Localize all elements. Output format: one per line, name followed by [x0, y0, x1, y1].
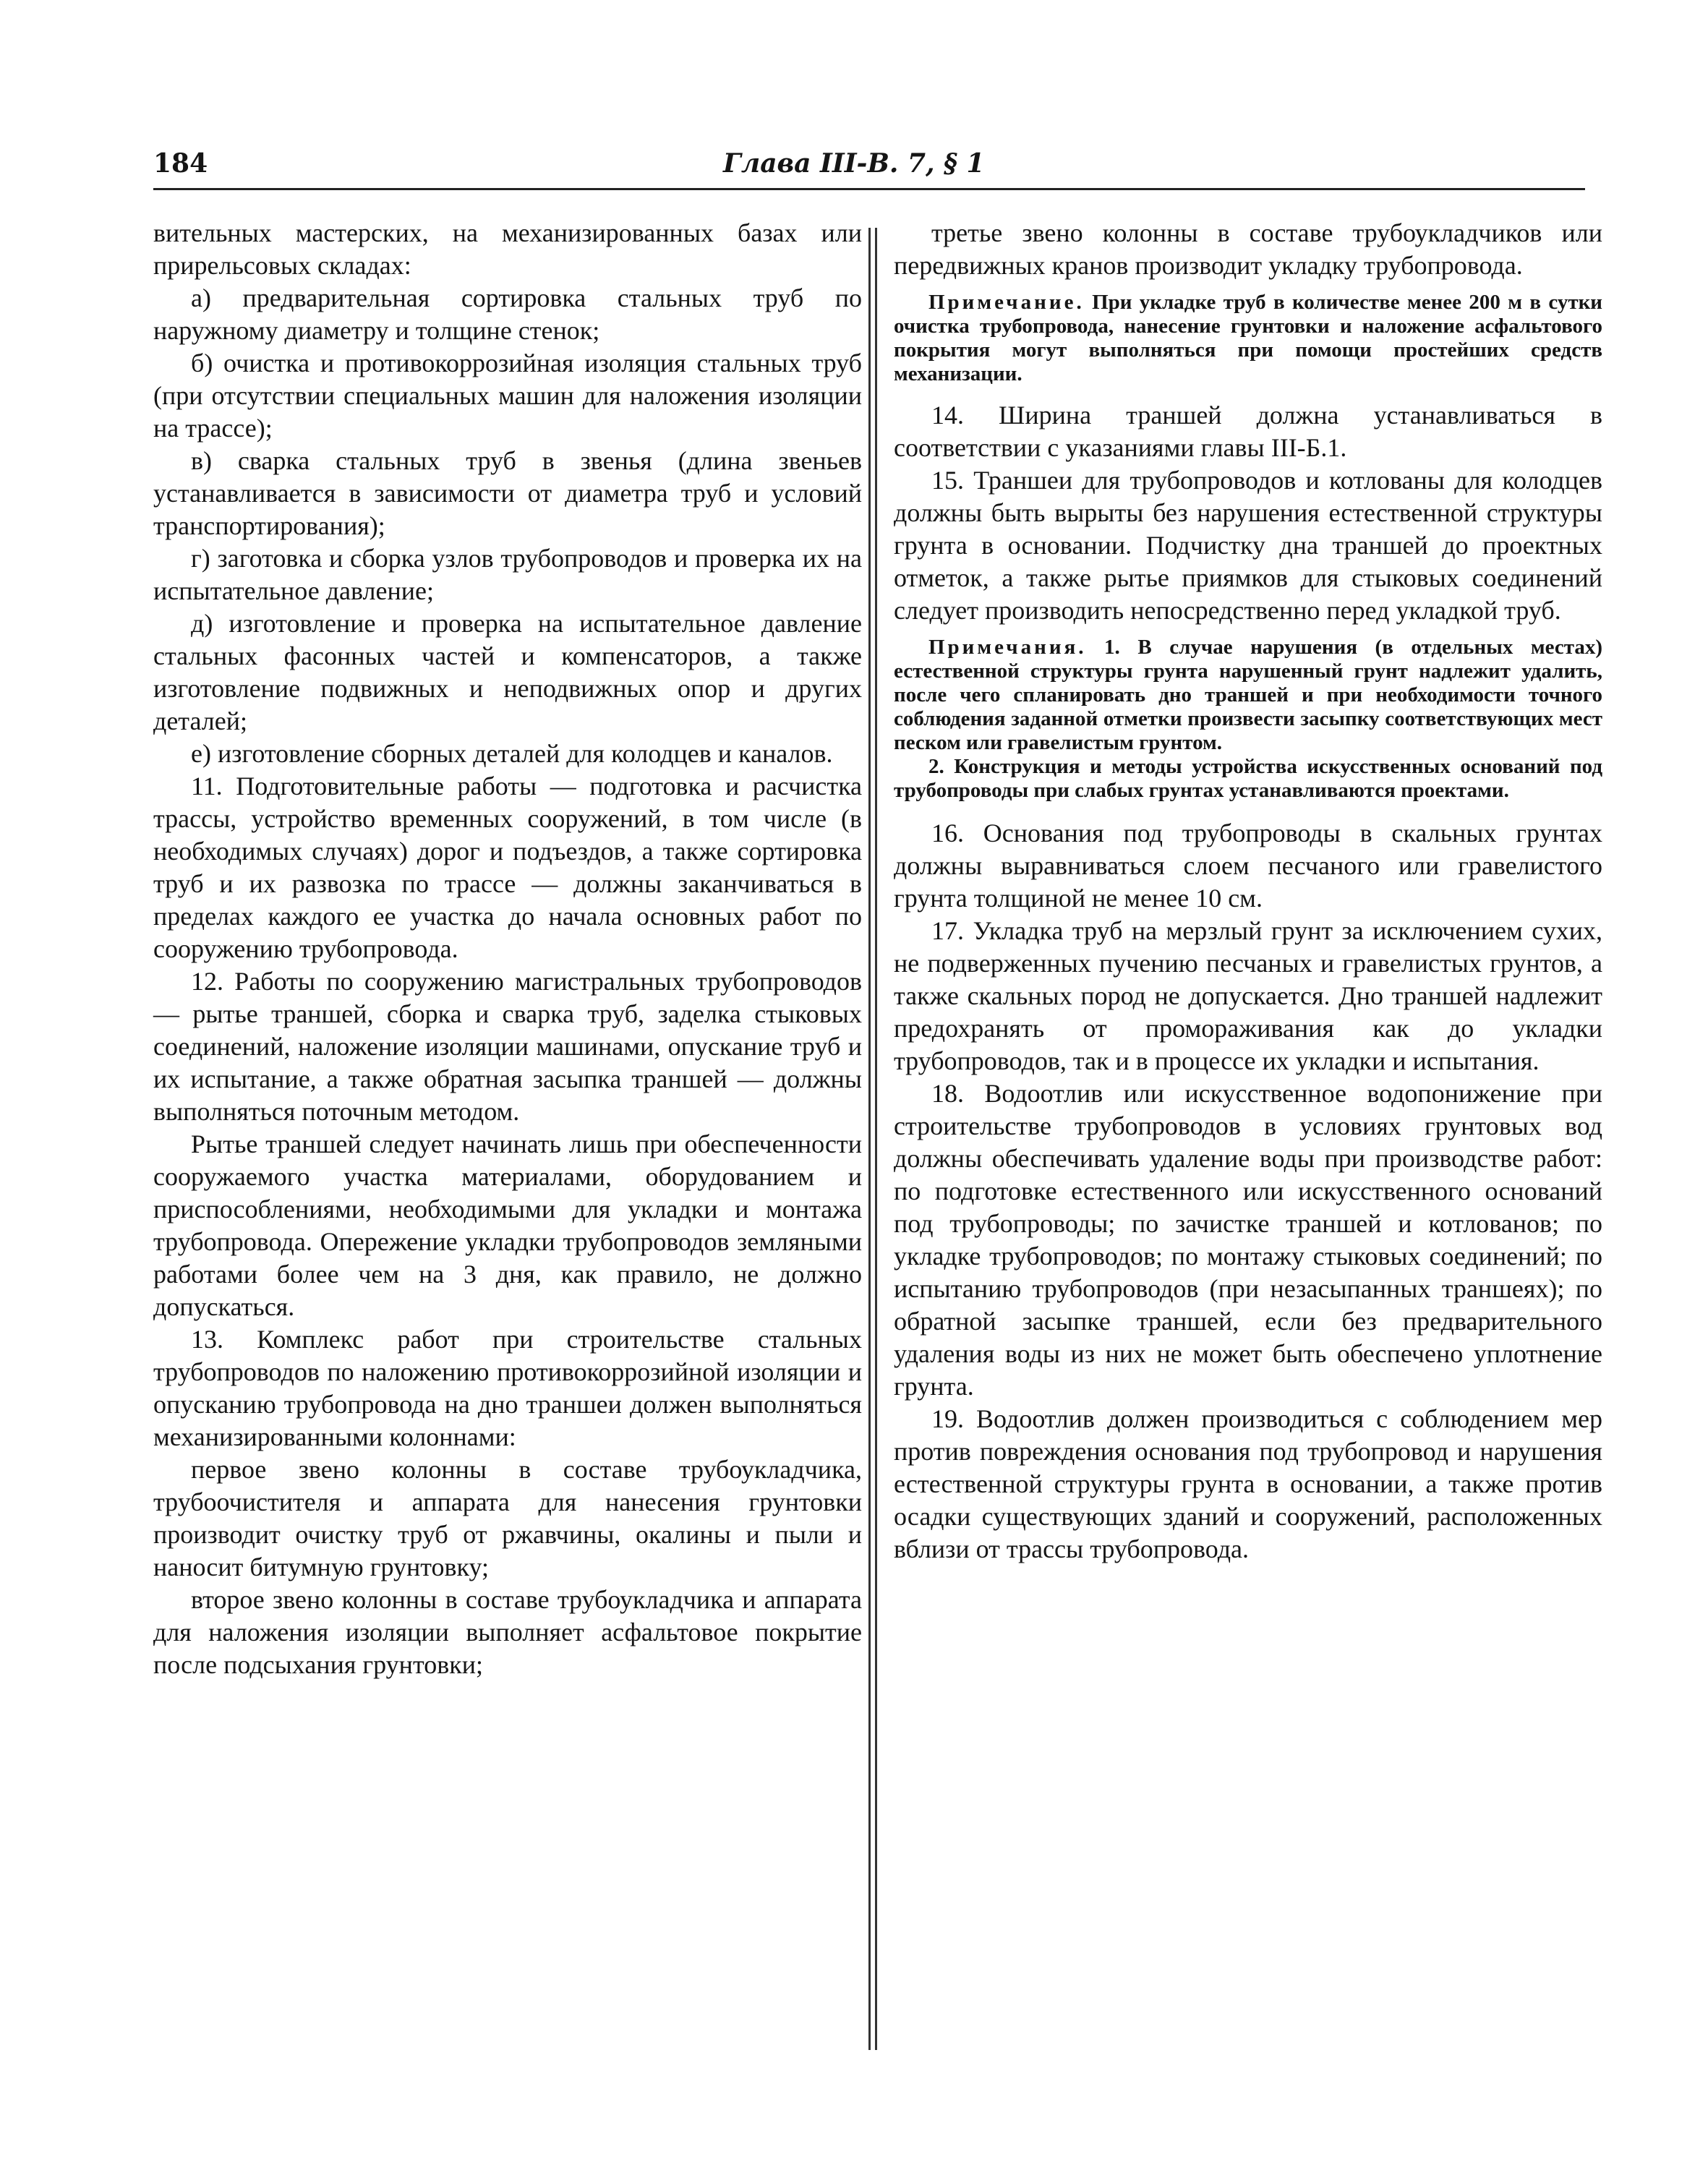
list-item: е) изготовление сборных деталей для колодцев и каналов.	[191, 739, 833, 768]
list-item: г) заготовка и сборка узлов трубопроводов и проверка их на испытательное давление;	[153, 544, 862, 605]
clause-18: 18. Водоотлив или искусственное водопонижение при строительстве трубопроводов в условиях грунтовых вод должны обеспечивать удаление воды при производстве работ: по подготовке естественного или искусственного оснований под трубопроводы; по зачистке траншей и котлованов; по укладке трубопроводов; по монтажу стыковых соединений; по испытанию трубопроводов (при незасыпанных траншеях); по обратной засыпке траншей, если без предварительного удаления воды из них не может быть обеспечено уплотнение грунта.	[894, 1079, 1602, 1401]
clause-13: 13. Комплекс работ при строительстве стальных трубопроводов по наложению противокоррозийной изоляции и опусканию трубопровода на дно траншеи должен выполняться механизированными колоннами:	[153, 1325, 862, 1451]
note-item: 2. Конструкция и методы устройства искусственных оснований под трубопроводы при слабых грунтах устанавливаются проектами.	[894, 755, 1602, 802]
column-separator	[868, 228, 879, 2050]
clause-16: 16. Основания под трубопроводы в скальных грунтах должны выравниваться слоем песчаного или гравелистого грунта толщиной не менее 10 см.	[894, 819, 1602, 913]
paragraph: первое звено колонны в составе трубоукладчика, трубоочистителя и аппарата для нанесения грунтовки производит очистку труб от ржавчины, окалины и пыли и наносит битумную грунтовку;	[153, 1455, 862, 1581]
page-number: 184	[153, 148, 208, 179]
note	[894, 282, 1602, 399]
clause-17: 17. Укладка труб на мерзлый грунт за исключением сухих, не подверженных пучению песчаных и гравелистых грунтов, а также скальных пород не допускается. Дно траншей надлежит предохранять от промораживания как до укладки трубопроводов, так и в процессе их укладки и испытания.	[894, 916, 1602, 1075]
notes-lead: Примечания.	[928, 636, 1087, 659]
clause-19: 19. Водоотлив должен производиться с соблюдением мер против повреждения основания под трубопровод и нарушения естественной структуры грунта в основании, а также против осадки существующих зданий и сооружений, расположенных вблизи от трассы трубопровода.	[894, 1404, 1602, 1563]
list-item: а) предварительная сортировка стальных труб по наружному диаметру и толщине стенок;	[153, 283, 862, 345]
clause-12: 12. Работы по сооружению магистральных трубопроводов — рытье траншей, сборка и сварка труб, заделка стыковых соединений, наложение изоляции машинами, опускание труб и их испытание, а также обратная засыпка траншей — должны выполняться поточным методом.	[153, 967, 862, 1126]
list-item: в) сварка стальных труб в звенья (длина звеньев устанавливается в зависимости от диаметра труб и условий транспортирования);	[153, 446, 862, 540]
list-item: д) изготовление и проверка на испытательное давление стальных фасонных частей и компенсаторов, а также изготовление подвижных и неподвижных опор и других деталей;	[153, 609, 862, 735]
notes	[894, 627, 1602, 817]
separator-line	[868, 228, 871, 2050]
list-item: б) очистка и противокоррозийная изоляция стальных труб (при отсутствии специальных машин для наложения изоляции на трассе);	[153, 349, 862, 443]
separator-line	[875, 228, 877, 2050]
paragraph: Рытье траншей следует начинать лишь при обеспеченности сооружаемого участка материалами, оборудованием и приспособлениями, необходимыми для укладки и монтажа трубопровода. Опережение укладки трубопроводов земляными работами более чем на 3 дня, как правило, не должно допускаться.	[153, 1129, 862, 1321]
clause-11: 11. Подготовительные работы — подготовка и расчистка трассы, устройство временных сооружений, в том числе (в необходимых случаях) дорог и подъездов, а также сортировка труб и их развозка по трассе — должны заканчиваться в пределах каждого ее участка до начала основных работ по сооружению трубопровода.	[153, 772, 862, 963]
note-text: 1. В случае нарушения (в отдельных местах) естественной структуры грунта нарушенный грунт надлежит удалить, после чего спланировать дно траншей и при необходимости точного соблюдения заданной отметки произвести засыпку соответствующих мест песком или гравелистым грунтом.	[894, 636, 1602, 754]
clause-15: 15. Траншеи для трубопроводов и котлованы для колодцев должны быть вырыты без нарушения естественной структуры грунта в основании. Подчистку дна траншей до проектных отметок, а также рытье приямков для стыковых соединений следует производить непосредственно перед укладкой труб.	[894, 466, 1602, 625]
clause-14: 14. Ширина траншей должна устанавливаться в соответствии с указаниями главы III-Б.1.	[894, 401, 1602, 462]
paragraph: третье звено колонны в составе трубоукладчиков или передвижных кранов производит укладку трубопровода.	[894, 218, 1602, 280]
note-item	[894, 636, 1602, 755]
left-column	[153, 217, 862, 1681]
paragraph: вительных мастерских, на механизированных базах или прирельсовых складах:	[153, 218, 862, 280]
right-column	[894, 217, 1602, 1566]
note-text: При укладке труб в количестве менее 200 м в сутки очистка трубопровода, нанесение грунтовки и наложение асфальтового покрытия могут выполняться при помощи простейших средств механизации.	[894, 291, 1603, 385]
note-lead: Примечание.	[928, 291, 1085, 314]
paragraph: второе звено колонны в составе трубоукладчика и аппарата для наложения изоляции выполняет асфальтовое покрытие после подсыхания грунтовки;	[153, 1585, 862, 1679]
header-divider	[153, 188, 1585, 190]
chapter-heading: Глава III-В. 7, § 1	[723, 148, 985, 179]
